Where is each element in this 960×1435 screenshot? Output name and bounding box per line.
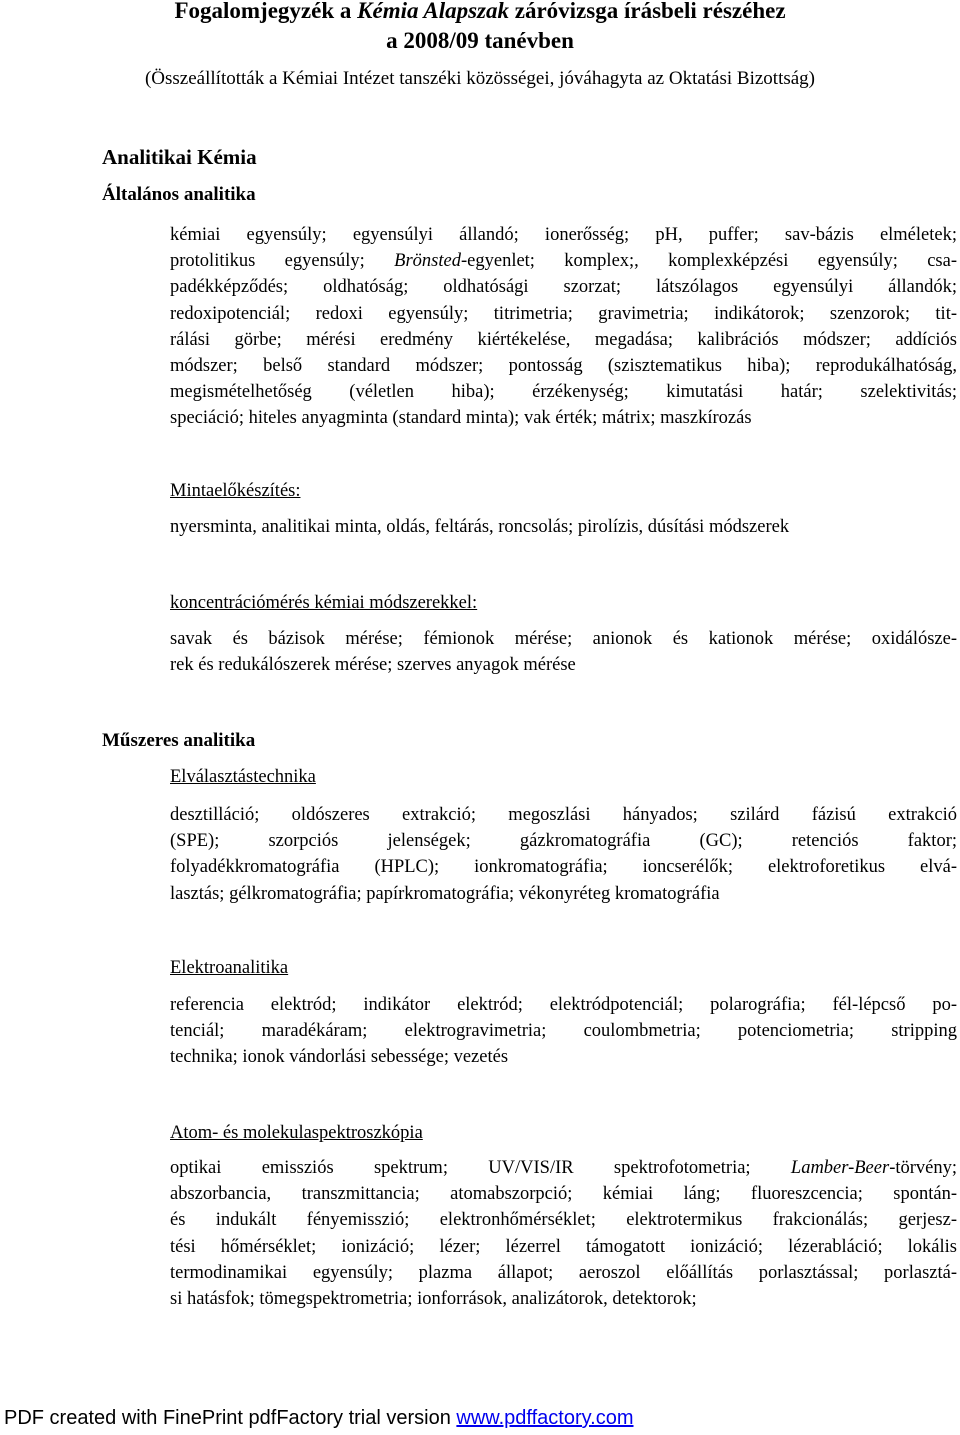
document-title: Fogalomjegyzék a Kémia Alapszak záróvizsga írásbeli részéhez (174, 0, 786, 23)
section-heading-analytical: Analitikai Kémia (102, 145, 257, 169)
paragraph-line: redoxipotenciál; redoxi egyensúly; titrimetria; gravimetria; indikátorok; szenzorok; tit- (170, 303, 957, 324)
paragraph-line: és indukált fényemisszió; elektronhőmérséklet; elektrotermikus frakcionálás; gerjesz- (170, 1210, 957, 1231)
paragraph-line: megismételhetőség (véletlen hiba); érzékenység; kimutatási határ; szelektivitás; (170, 382, 957, 403)
subsection-heading-instrumental: Műszeres analitika (102, 730, 256, 751)
paragraph-line: savak és bázisok mérése; fémionok mérése; anionok és kationok mérése; oxidálósze- (170, 629, 957, 649)
paragraph-line: rek és redukálószerek mérése; szerves anyagok mérése (170, 655, 576, 676)
chem-conc-paragraph (170, 626, 957, 678)
paragraph-line: protolitikus egyensúly; Brönsted-egyenlet; komplex;, komplexképzési egyensúly; csa- (170, 251, 957, 272)
paragraph-line: rálási görbe; mérési eredmény kiértékelése, megadása; kalibrációs módszer; addíciós (170, 329, 957, 350)
paragraph-line: padékképződés; oldhatóság; oldhatósági szorzat; látszólagos egyensúlyi állandók; (170, 277, 957, 298)
paragraph-line: módszer; belső standard módszer; pontosság (szisztematikus hiba); reprodukálhatóság, (170, 356, 957, 377)
sample-prep-heading: Mintaelőkészítés: (170, 481, 301, 501)
paragraph-line: abszorbancia, transzmittancia; atomabszorpció; kémiai láng; fluoreszcencia; spontán- (170, 1184, 957, 1205)
paragraph-line: (SPE); szorpciós jelenségek; gázkromatográfia (GC); retenciós faktor; (170, 831, 957, 852)
paragraph-line: tési hőmérséklet; ionizáció; lézer; lézerrel támogatott ionizáció; lézerabláció; lokális (170, 1236, 957, 1257)
document-title-line2: a 2008/09 tanévben (386, 28, 574, 53)
paragraph-line: desztilláció; oldószeres extrakció; megoszlási hányados; szilárd fázisú extrakció (170, 805, 957, 825)
paragraph-line: lasztás; gélkromatográfia; papírkromatográfia; vékonyréteg kromatográfia (170, 883, 720, 904)
paragraph-line: tenciál; maradékáram; elektrogravimetria; coulombmetria; potenciometria; stripping (170, 1021, 957, 1042)
footer-text: PDF created with FinePrint pdfFactory trial version (4, 1407, 457, 1429)
chem-conc-heading: koncentrációmérés kémiai módszerekkel: (170, 593, 478, 613)
paragraph-line: optikai emissziós spektrum; UV/VIS/IR spektrofotometria; Lamber-Beer-törvény; (170, 1158, 957, 1178)
separation-paragraph (170, 802, 957, 907)
spectro-heading: Atom- és molekulaspektroszkópia (170, 1123, 423, 1143)
sample-prep-paragraph (170, 514, 957, 540)
paragraph-line: technika; ionok vándorlási sebessége; vezetés (170, 1047, 509, 1068)
subsection-heading-general: Általános analitika (102, 184, 256, 205)
electro-heading: Elektroanalitika (170, 958, 289, 978)
footer-link[interactable]: www.pdffactory.com (456, 1407, 634, 1429)
paragraph-line: si hatásfok; tömegspektrometria; ionforrások, analizátorok, detektorok; (170, 1289, 697, 1310)
pdf-footer (4, 1404, 634, 1432)
general-terms-paragraph (170, 222, 957, 432)
separation-heading: Elválasztástechnika (170, 767, 316, 787)
paragraph-line: speciáció; hiteles anyagminta (standard minta); vak érték; mátrix; maszkírozás (170, 408, 752, 429)
electro-paragraph (170, 992, 957, 1071)
paragraph-line: kémiai egyensúly; egyensúlyi állandó; ionerősség; pH, puffer; sav-bázis elméletek; (170, 225, 957, 245)
spectro-paragraph (170, 1155, 957, 1312)
paragraph-line: folyadékkromatográfia (HPLC); ionkromatográfia; ioncserélők; elektroforetikus elvá- (170, 857, 957, 878)
paragraph-line: nyersminta, analitikai minta, oldás, feltárás, roncsolás; pirolízis, dúsítási módszerek (170, 517, 790, 537)
paragraph-line: referencia elektród; indikátor elektród; elektródpotenciál; polarográfia; fél-lépcső po- (170, 995, 957, 1015)
document-subtitle: (Összeállították a Kémiai Intézet tanszéki közösségei, jóváhagyta az Oktatási Bizottság) (144, 68, 816, 89)
paragraph-line: termodinamikai egyensúly; plazma állapot; aeroszol előállítás porlasztással; porlasztá- (170, 1262, 957, 1283)
